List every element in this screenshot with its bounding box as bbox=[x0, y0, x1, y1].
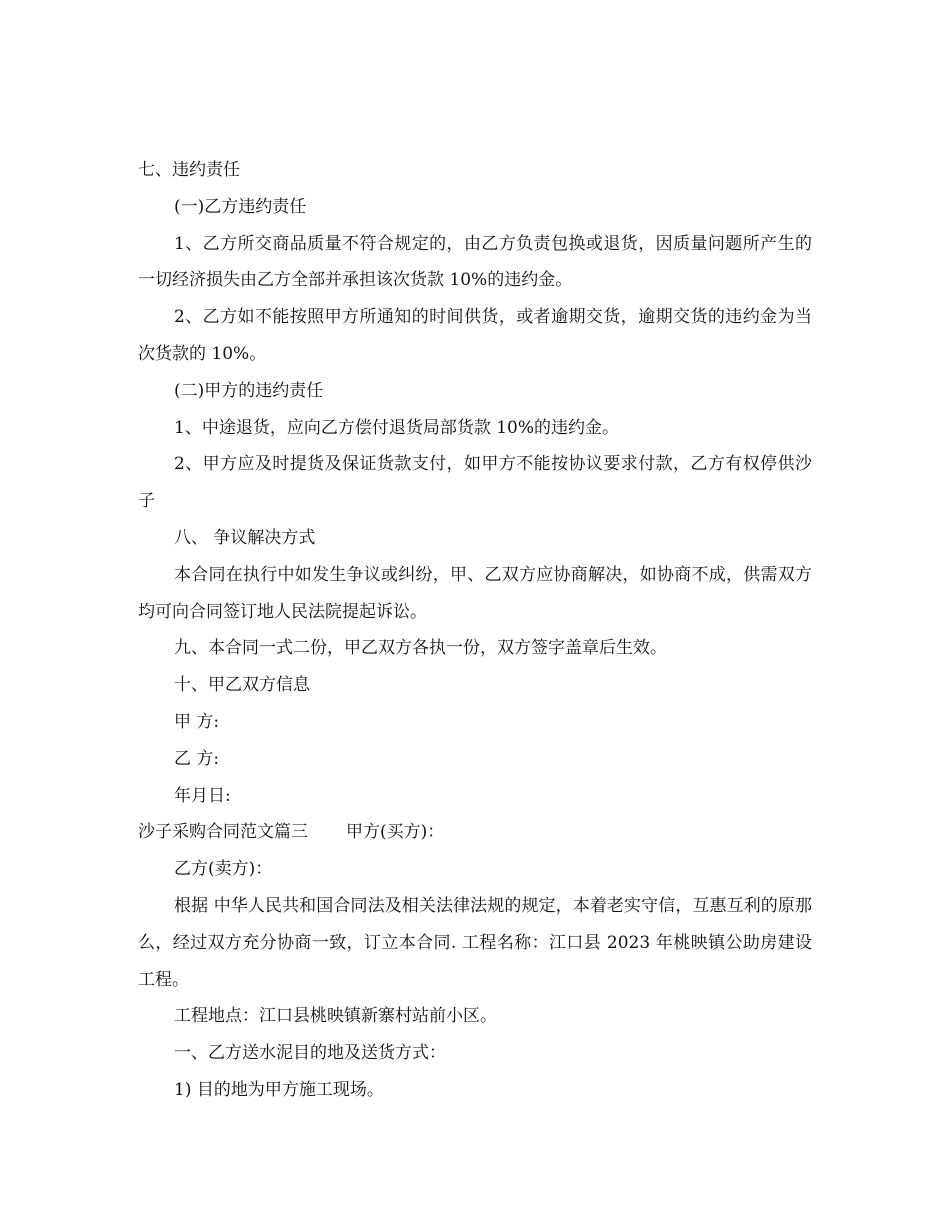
paragraph: (二)甲方的违约责任 bbox=[174, 380, 324, 401]
paragraph: 甲 方: bbox=[174, 711, 220, 732]
paragraph: 2、甲方应及时提货及保证货款支付，如甲方不能按协议要求付款，乙方有权停供沙子 bbox=[138, 454, 812, 512]
paragraph: 九、本合同一式二份，甲乙双方各执一份，双方签字盖章后生效。 bbox=[174, 638, 667, 659]
paragraph: 1) 目的地为甲方施工现场。 bbox=[174, 1079, 384, 1100]
section-title: 沙子采购合同范文篇三 bbox=[138, 822, 308, 843]
document-page bbox=[138, 152, 812, 1109]
buyer-label: 甲方(买方)： bbox=[346, 822, 445, 843]
paragraph: 八、 争议解决方式 bbox=[174, 527, 316, 548]
paragraph: 1、乙方所交商品质量不符合规定的，由乙方负责包换或退货，因质量问题所产生的一切经济损失由乙方全部并承担该次货款 10%的违约金。 bbox=[138, 233, 812, 291]
paragraph-block-2 bbox=[138, 851, 812, 1109]
paragraph: (一)乙方违约责任 bbox=[174, 196, 307, 217]
paragraph: 本合同在执行中如发生争议或纠纷，甲、乙双方应协商解决，如协商不成，供需双方均可向合同签订地人民法院提起诉讼。 bbox=[138, 564, 812, 622]
paragraph: 十、甲乙双方信息 bbox=[174, 675, 310, 696]
paragraph: 乙 方: bbox=[174, 748, 220, 769]
paragraph: 年月日: bbox=[174, 785, 231, 806]
paragraph: 根据 中华人民共和国合同法及相关法律法规的规定，本着老实守信，互惠互利的原那么，经过双方充分协商一致，订立本合同. 工程名称：江口县 2023 年桃映镇公助房建设工程。 bbox=[138, 895, 812, 990]
section-title-line bbox=[138, 814, 812, 851]
paragraph: 工程地点：江口县桃映镇新寨村站前小区。 bbox=[174, 1006, 497, 1027]
paragraph: 七、违约责任 bbox=[138, 160, 240, 180]
paragraph: 一、乙方送水泥目的地及送货方式： bbox=[174, 1043, 446, 1064]
paragraph: 1、中途退货，应向乙方偿付退货局部货款 10%的违约金。 bbox=[174, 417, 620, 438]
paragraph: 2、乙方如不能按照甲方所通知的时间供货，或者逾期交货，逾期交货的违约金为当次货款的 10%。 bbox=[138, 307, 812, 364]
paragraph: 乙方(卖方)： bbox=[174, 859, 273, 880]
paragraph-block-1 bbox=[138, 152, 812, 814]
